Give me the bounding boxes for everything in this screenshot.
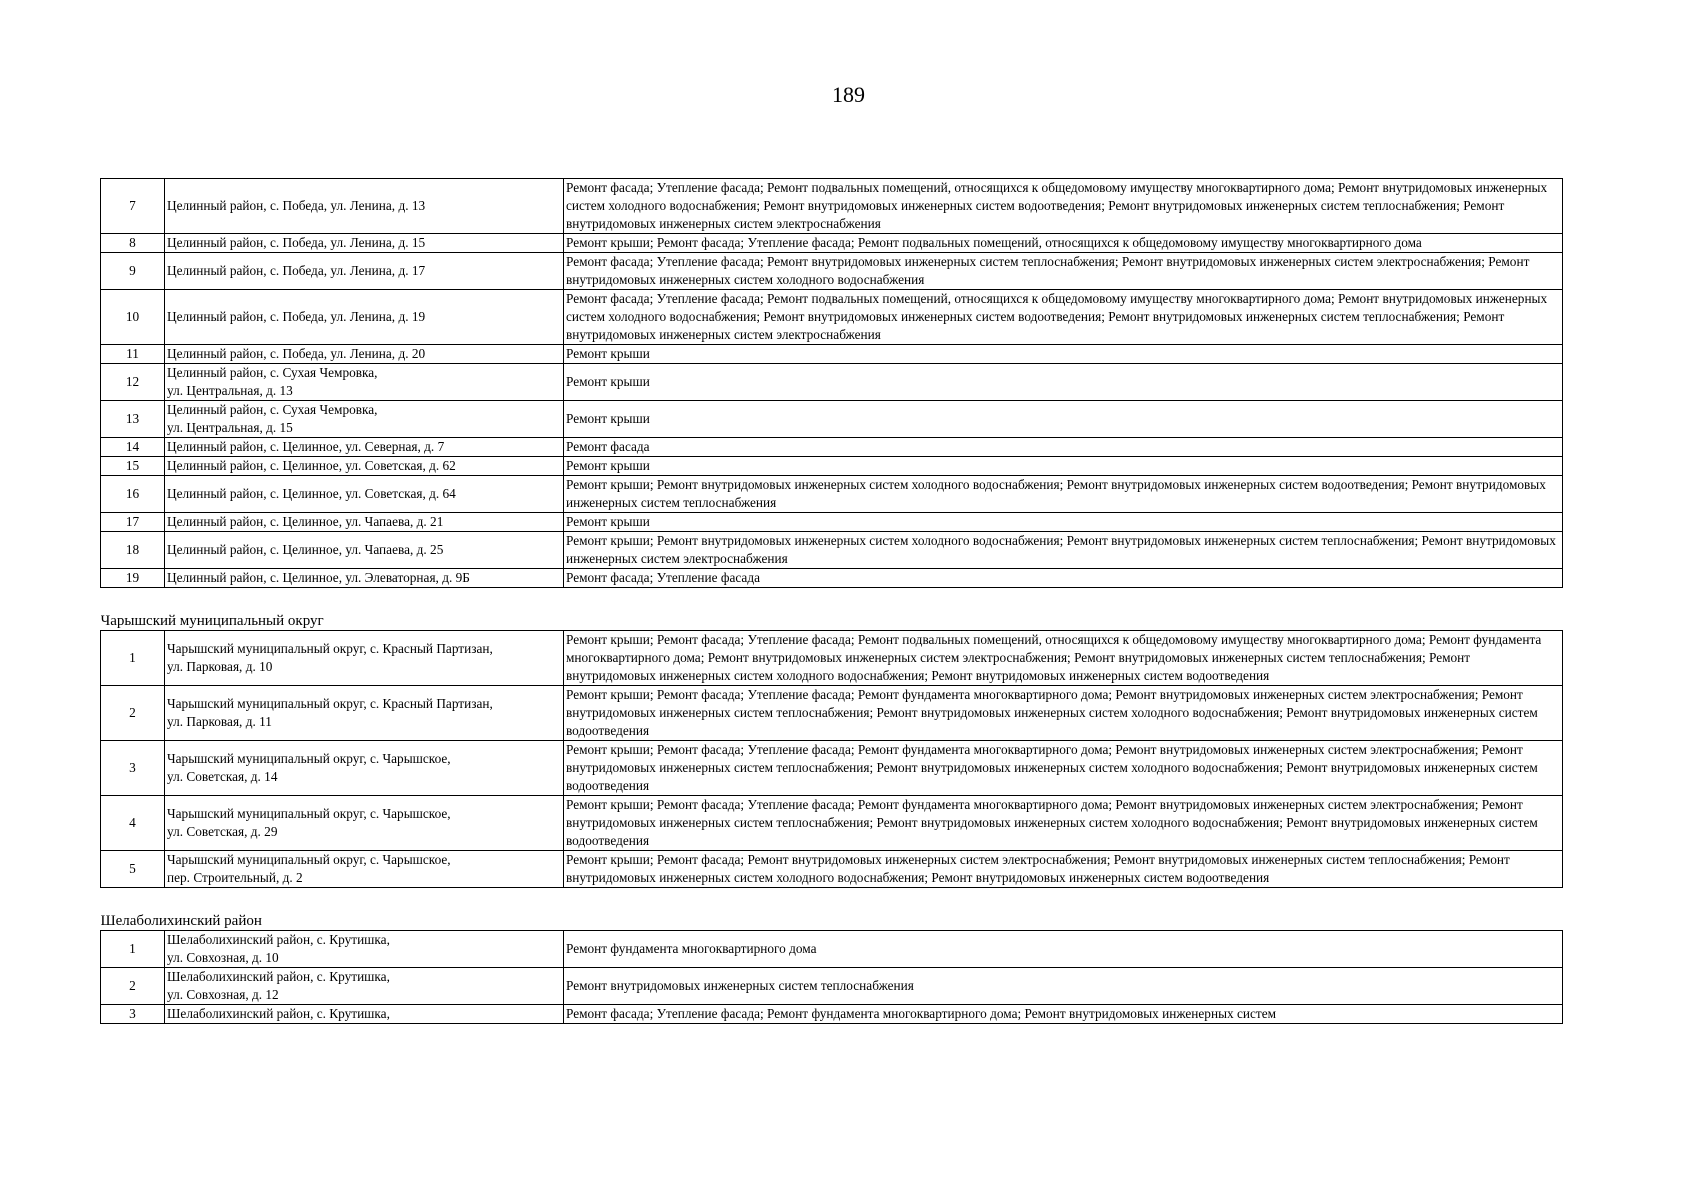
table-row: [101, 364, 1563, 401]
row-works: Ремонт крыши: [564, 364, 1563, 401]
row-number: 1: [101, 631, 165, 686]
row-number: 14: [101, 438, 165, 457]
table-row: [101, 476, 1563, 513]
row-number: 1: [101, 931, 165, 968]
row-address: Чарышский муниципальный округ, с. Чарышское, пер. Строительный, д. 2: [165, 851, 564, 888]
row-works: Ремонт крыши; Ремонт внутридомовых инженерных систем холодного водоснабжения; Ремонт внутридомовых инженерных систем теплоснабжения; Ремонт внутридомовых инженерных систем электроснабжения: [564, 532, 1563, 569]
row-address: Целинный район, с. Целинное, ул. Чапаева, д. 21: [165, 513, 564, 532]
row-works: Ремонт фасада; Утепление фасада; Ремонт подвальных помещений, относящихся к общедомовому имуществу многоквартирного дома; Ремонт внутридомовых инженерных систем холодного водоснабжения; Ремонт внутридомовых инженерных систем водоотведения; Ремонт внутридомовых инженерных систем теплоснабжения; Ремонт внутридомовых инженерных систем электроснабжения: [564, 179, 1563, 234]
row-works: Ремонт крыши; Ремонт фасада; Утепление фасада; Ремонт подвальных помещений, относящихся к общедомовому имуществу многоквартирного дома: [564, 234, 1563, 253]
row-number: 15: [101, 457, 165, 476]
row-works: Ремонт крыши: [564, 345, 1563, 364]
row-address: Чарышский муниципальный округ, с. Чарышское, ул. Советская, д. 14: [165, 741, 564, 796]
row-works: Ремонт крыши: [564, 513, 1563, 532]
row-address: Целинный район, с. Сухая Чемровка, ул. Центральная, д. 15: [165, 401, 564, 438]
row-number: 16: [101, 476, 165, 513]
row-works: Ремонт фасада; Утепление фасада: [564, 569, 1563, 588]
repair-works-table: [100, 178, 1563, 1024]
table-row: [101, 401, 1563, 438]
row-works: Ремонт фасада; Утепление фасада; Ремонт внутридомовых инженерных систем теплоснабжения; Ремонт внутридомовых инженерных систем электроснабжения; Ремонт внутридомовых инженерных систем холодного водоснабжения: [564, 253, 1563, 290]
section-heading: Чарышский муниципальный округ: [100, 613, 324, 629]
section-heading: Шелаболихинский район: [100, 913, 262, 929]
row-address: Шелаболихинский район, с. Крутишка,: [165, 1005, 564, 1024]
row-works: Ремонт крыши; Ремонт фасада; Утепление фасада; Ремонт фундамента многоквартирного дома; Ремонт внутридомовых инженерных систем электроснабжения; Ремонт внутридомовых инженерных систем теплоснабжения; Ремонт внутридомовых инженерных систем холодного водоснабжения; Ремонт внутридомовых инженерных систем водоотведения: [564, 741, 1563, 796]
row-address: Целинный район, с. Целинное, ул. Советская, д. 62: [165, 457, 564, 476]
section-heading-cell: [101, 888, 1563, 931]
row-address: Чарышский муниципальный округ, с. Чарышское, ул. Советская, д. 29: [165, 796, 564, 851]
table-row: [101, 179, 1563, 234]
row-number: 3: [101, 1005, 165, 1024]
table-row: [101, 631, 1563, 686]
row-address: Чарышский муниципальный округ, с. Красный Партизан, ул. Парковая, д. 10: [165, 631, 564, 686]
row-works: Ремонт фундамента многоквартирного дома: [564, 931, 1563, 968]
row-number: 12: [101, 364, 165, 401]
row-number: 2: [101, 686, 165, 741]
row-works: Ремонт крыши; Ремонт фасада; Ремонт внутридомовых инженерных систем электроснабжения; Ремонт внутридомовых инженерных систем теплоснабжения; Ремонт внутридомовых инженерных систем холодного водоснабжения; Ремонт внутридомовых инженерных систем водоотведения: [564, 851, 1563, 888]
row-works: Ремонт фасада; Утепление фасада; Ремонт фундамента многоквартирного дома; Ремонт внутридомовых инженерных систем: [564, 1005, 1563, 1024]
row-works: Ремонт крыши; Ремонт внутридомовых инженерных систем холодного водоснабжения; Ремонт внутридомовых инженерных систем водоотведения; Ремонт внутридомовых инженерных систем теплоснабжения: [564, 476, 1563, 513]
row-works: Ремонт крыши; Ремонт фасада; Утепление фасада; Ремонт фундамента многоквартирного дома; Ремонт внутридомовых инженерных систем электроснабжения; Ремонт внутридомовых инженерных систем теплоснабжения; Ремонт внутридомовых инженерных систем холодного водоснабжения; Ремонт внутридомовых инженерных систем водоотведения: [564, 686, 1563, 741]
row-address: Целинный район, с. Целинное, ул. Элеваторная, д. 9Б: [165, 569, 564, 588]
row-works: Ремонт внутридомовых инженерных систем теплоснабжения: [564, 968, 1563, 1005]
repair-works-table-container: [100, 178, 1562, 1024]
row-number: 13: [101, 401, 165, 438]
row-number: 10: [101, 290, 165, 345]
row-works: Ремонт фасада; Утепление фасада; Ремонт подвальных помещений, относящихся к общедомовому имуществу многоквартирного дома; Ремонт внутридомовых инженерных систем холодного водоснабжения; Ремонт внутридомовых инженерных систем водоотведения; Ремонт внутридомовых инженерных систем теплоснабжения; Ремонт внутридомовых инженерных систем электроснабжения: [564, 290, 1563, 345]
table-row: [101, 513, 1563, 532]
table-row: [101, 931, 1563, 968]
table-row: [101, 686, 1563, 741]
row-address: Целинный район, с. Целинное, ул. Северная, д. 7: [165, 438, 564, 457]
table-row: [101, 532, 1563, 569]
row-number: 19: [101, 569, 165, 588]
row-number: 11: [101, 345, 165, 364]
row-number: 8: [101, 234, 165, 253]
row-address: Шелаболихинский район, с. Крутишка, ул. Совхозная, д. 12: [165, 968, 564, 1005]
row-address: Целинный район, с. Сухая Чемровка, ул. Центральная, д. 13: [165, 364, 564, 401]
row-works: Ремонт крыши; Ремонт фасада; Утепление фасада; Ремонт фундамента многоквартирного дома; Ремонт внутридомовых инженерных систем электроснабжения; Ремонт внутридомовых инженерных систем теплоснабжения; Ремонт внутридомовых инженерных систем холодного водоснабжения; Ремонт внутридомовых инженерных систем водоотведения: [564, 796, 1563, 851]
row-works: Ремонт фасада: [564, 438, 1563, 457]
table-row: [101, 457, 1563, 476]
table-row: [101, 234, 1563, 253]
row-address: Целинный район, с. Целинное, ул. Чапаева, д. 25: [165, 532, 564, 569]
section-heading-row: [101, 588, 1563, 631]
row-address: Целинный район, с. Победа, ул. Ленина, д. 19: [165, 290, 564, 345]
table-row: [101, 851, 1563, 888]
row-address: Целинный район, с. Победа, ул. Ленина, д. 20: [165, 345, 564, 364]
page-number: 189: [832, 82, 865, 107]
section-heading-row: [101, 888, 1563, 931]
table-row: [101, 290, 1563, 345]
table-row: [101, 569, 1563, 588]
table-row: [101, 796, 1563, 851]
row-number: 18: [101, 532, 165, 569]
table-row: [101, 968, 1563, 1005]
row-number: 2: [101, 968, 165, 1005]
row-address: Шелаболихинский район, с. Крутишка, ул. Совхозная, д. 10: [165, 931, 564, 968]
row-number: 7: [101, 179, 165, 234]
table-row: [101, 438, 1563, 457]
row-number: 5: [101, 851, 165, 888]
row-address: Чарышский муниципальный округ, с. Красный Партизан, ул. Парковая, д. 11: [165, 686, 564, 741]
table-row: [101, 345, 1563, 364]
row-works: Ремонт крыши; Ремонт фасада; Утепление фасада; Ремонт подвальных помещений, относящихся к общедомовому имуществу многоквартирного дома; Ремонт фундамента многоквартирного дома; Ремонт внутридомовых инженерных систем электроснабжения; Ремонт внутридомовых инженерных систем теплоснабжения; Ремонт внутридомовых инженерных систем холодного водоснабжения; Ремонт внутридомовых инженерных систем водоотведения: [564, 631, 1563, 686]
row-number: 9: [101, 253, 165, 290]
table-body: [101, 179, 1563, 1024]
section-heading-cell: [101, 588, 1563, 631]
table-row: [101, 253, 1563, 290]
row-works: Ремонт крыши: [564, 457, 1563, 476]
row-number: 3: [101, 741, 165, 796]
row-address: Целинный район, с. Победа, ул. Ленина, д. 13: [165, 179, 564, 234]
row-number: 17: [101, 513, 165, 532]
row-address: Целинный район, с. Целинное, ул. Советская, д. 64: [165, 476, 564, 513]
table-row: [101, 741, 1563, 796]
table-row: [101, 1005, 1563, 1024]
row-works: Ремонт крыши: [564, 401, 1563, 438]
row-address: Целинный район, с. Победа, ул. Ленина, д. 17: [165, 253, 564, 290]
row-address: Целинный район, с. Победа, ул. Ленина, д. 15: [165, 234, 564, 253]
row-number: 4: [101, 796, 165, 851]
